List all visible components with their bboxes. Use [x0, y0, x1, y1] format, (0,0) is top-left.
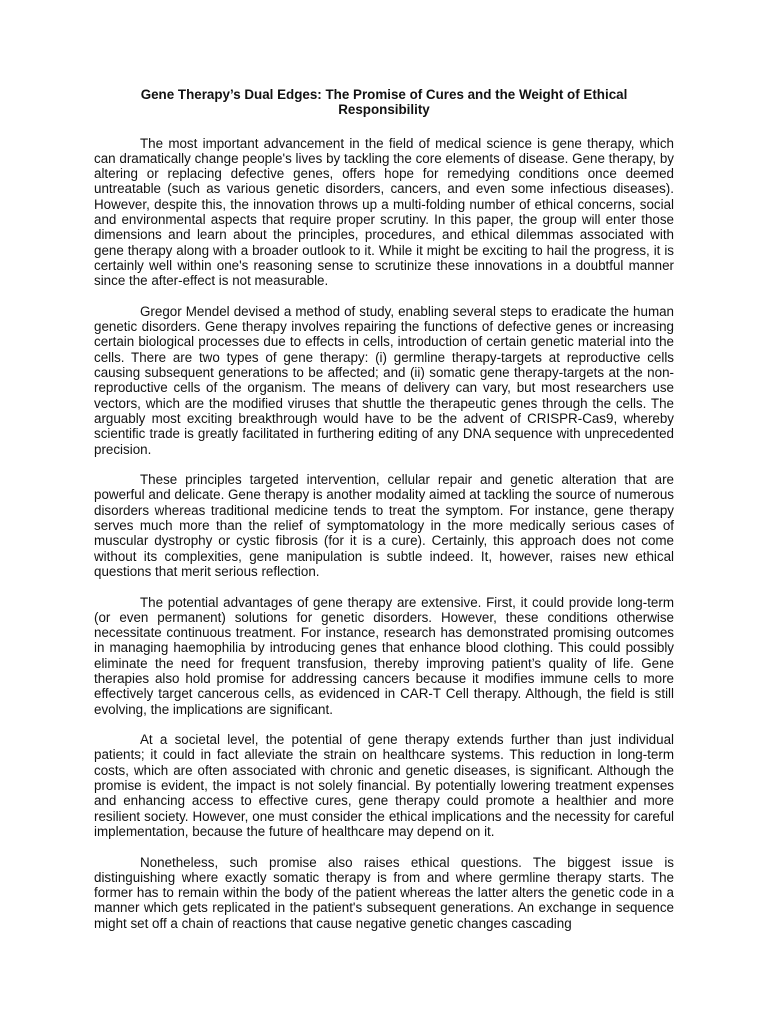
paragraph-targeted-intervention: These principles targeted intervention, cellular repair and genetic alteration that are powerful and delicate. Gene therapy is another modality aimed at tackling the source of numerous disorders whereas traditional medicine tends to treat the symptom. For instance, gene therapy serves much more than the relief of symptomatology in the more medically serious cases of muscular dystrophy or cystic fibrosis (for it is a cure). Certainly, this approach does not come without its complexities, gene manipulation is subtle indeed. It, however, raises new ethical questions that merit serious reflection.	[94, 472, 674, 579]
paragraph-societal-impact: At a societal level, the potential of gene therapy extends further than just individual patients; it could in fact alleviate the strain on healthcare systems. This reduction in long-term costs, which are often associated with chronic and genetic diseases, is significant. Although the promise is evident, the impact is not solely financial. By potentially lowering treatment expenses and enhancing access to effective cures, gene therapy could promote a healthier and more resilient society. However, one must consider the ethical implications and the necessity for careful implementation, because the future of healthcare may depend on it.	[94, 732, 674, 839]
document-title: Gene Therapy’s Dual Edges: The Promise of Cures and the Weight of Ethical Responsibility	[140, 87, 628, 118]
paragraph-introduction: The most important advancement in the field of medical science is gene therapy, which can dramatically change people's lives by tackling the core elements of disease. Gene therapy, by altering or replacing defective genes, offers hope for remedying conditions once deemed untreatable (such as various genetic disorders, cancers, and even some infectious diseases). However, despite this, the innovation throws up a multi-folding number of ethical concerns, social and environmental aspects that require proper scrutiny. In this paper, the group will enter those dimensions and learn about the principles, procedures, and ethical dilemmas associated with gene therapy along with a broader outlook to it. While it might be exciting to hail the progress, it is certainly well within one's reasoning sense to scrutinize these innovations in a doubtful manner since the after-effect is not measurable.	[94, 135, 674, 289]
paragraph-advantages: The potential advantages of gene therapy are extensive. First, it could provide long-term (or even permanent) solutions for genetic disorders. However, these conditions otherwise necessitate continuous treatment. For instance, research has demonstrated promising outcomes in managing haemophilia by introducing genes that enhance blood clothing. This could possibly eliminate the need for frequent transfusion, thereby improving patient’s quality of life. Gene therapies also hold promise for addressing cancers because it modifies immune cells to more effectively target cancerous cells, as evidenced in CAR-T Cell therapy. Although, the field is still evolving, the implications are significant.	[94, 594, 674, 717]
paragraph-ethical-questions: Nonetheless, such promise also raises ethical questions. The biggest issue is distinguishing where exactly somatic therapy is from and where germline therapy starts. The former has to remain within the body of the patient whereas the latter alters the genetic code in a manner which gets replicated in the patient's subsequent generations. An exchange in sequence might set off a chain of reactions that cause negative genetic changes cascading	[94, 854, 674, 931]
paragraph-principles: Gregor Mendel devised a method of study, enabling several steps to eradicate the human genetic disorders. Gene therapy involves repairing the functions of defective genes or increasing certain biological processes due to effects in cells, introduction of certain genetic material into the cells. There are two types of gene therapy: (i) germline therapy-targets at reproductive cells causing subsequent generations to be affected; and (ii) somatic gene therapy-targets at the non-reproductive cells of the organism. The means of delivery can vary, but most researchers use vectors, which are the modified viruses that shuttle the therapeutic genes through the cells. The arguably most exciting breakthrough would have to be the advent of CRISPR-Cas9, whereby scientific trade is greatly facilitated in furthering editing of any DNA sequence with unprecedented precision.	[94, 303, 674, 457]
